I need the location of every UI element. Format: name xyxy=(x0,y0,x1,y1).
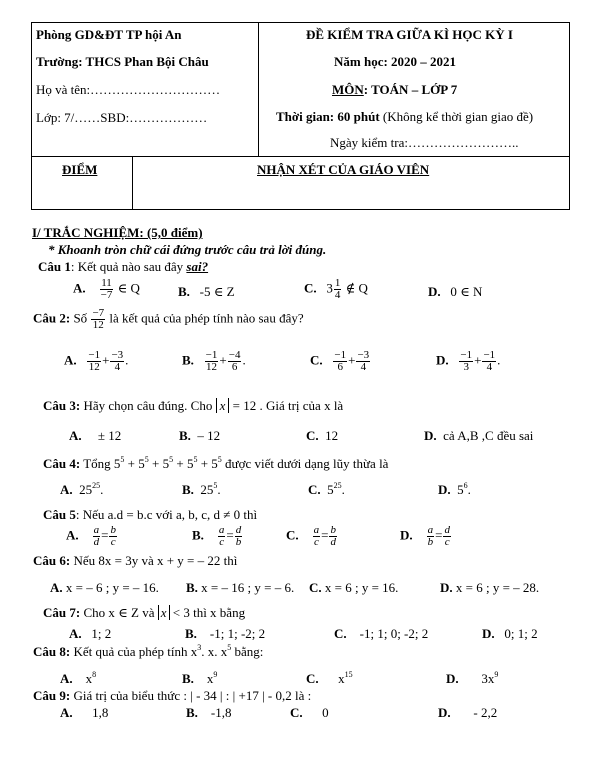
q5-a-eq: = xyxy=(101,527,109,543)
q5-a-frac1 xyxy=(93,525,101,548)
question-7-pre: Cho x ∈ Z và xyxy=(80,605,158,620)
question-8-label: Câu 8: xyxy=(33,644,71,659)
q1-c-label: C. xyxy=(304,280,317,296)
question-2-label: Câu 2: xyxy=(33,310,71,326)
q9-b-text: -1,8 xyxy=(210,705,232,720)
q5-a-d1: d xyxy=(93,536,100,548)
school-year: Năm học: 2020 – 2021 xyxy=(334,54,457,69)
q5-c-frac1 xyxy=(313,525,321,548)
q2-b-d1: 12 xyxy=(206,361,218,373)
q2-a-d1: 12 xyxy=(88,361,100,373)
question-9 xyxy=(33,688,311,704)
question-5-text: : Nếu a.d = b.c với a, b, c, d ≠ 0 thì xyxy=(75,507,258,522)
q8-a-exp: 8 xyxy=(92,670,97,679)
question-9-label: Câu 9: xyxy=(33,688,71,703)
q1-a-rest: ∈ Q xyxy=(114,280,140,296)
q4-exp5: 5 xyxy=(217,455,222,464)
subject-value: : TOÁN – LỚP 7 xyxy=(363,82,458,97)
q1-a-fraction xyxy=(100,278,114,301)
q7-option-a[interactable] xyxy=(69,626,111,642)
q2-option-c[interactable] xyxy=(310,350,371,373)
q8-c-base: x xyxy=(338,671,345,686)
q2-option-b[interactable] xyxy=(182,350,246,373)
question-2 xyxy=(33,308,304,331)
q2-d-end: . xyxy=(497,352,501,368)
q1-c-den: 4 xyxy=(334,289,341,301)
q6-b-label: B. xyxy=(186,580,198,595)
q4-option-b[interactable] xyxy=(182,482,221,498)
q5-b-n2: d xyxy=(235,524,242,536)
q6-b-text: x = – 16 ; y = – 6. xyxy=(197,580,295,595)
q2-c-label: C. xyxy=(310,352,323,368)
q8-c-label: C. xyxy=(306,671,319,686)
q5-c-eq: = xyxy=(321,527,329,543)
question-8 xyxy=(33,644,263,660)
q5-d-d1: b xyxy=(427,536,434,548)
q3-option-d[interactable] xyxy=(424,428,533,444)
q4-exp2: 5 xyxy=(144,455,149,464)
score-label: ĐIỂM xyxy=(62,162,98,177)
time-note: (Không kể thời gian giao đề) xyxy=(379,109,534,124)
q8-d-label: D. xyxy=(446,671,459,686)
q5-c-d2: d xyxy=(330,536,336,548)
subject-line xyxy=(332,82,457,98)
q6-option-c[interactable] xyxy=(309,580,398,596)
q2-d-frac1 xyxy=(459,350,473,373)
q1-a-label: A. xyxy=(73,280,86,296)
q9-option-d[interactable] xyxy=(438,705,497,721)
q5-c-n2: b xyxy=(330,524,336,536)
question-1 xyxy=(38,259,208,275)
student-name-field: Họ và tên:………………………… xyxy=(36,82,221,97)
q2-option-a[interactable] xyxy=(64,350,128,373)
q2-d-n2: −1 xyxy=(483,349,496,361)
question-9-text: Giá trị của biểu thức : | - 34 | : | +17 | - 0,2 là : xyxy=(70,688,312,703)
q2-c-d2: 4 xyxy=(360,361,367,373)
q7-c-text: -1; 1; 0; -2; 2 xyxy=(359,626,429,641)
class-field: Lớp: 7/……SBD:……………… xyxy=(36,110,208,125)
question-6-text: Nếu 8x = 3y và x + y = – 22 thì xyxy=(70,553,238,568)
q2-a-n2: −3 xyxy=(111,349,124,361)
q5-d-frac1 xyxy=(427,525,435,548)
q1-option-d[interactable] xyxy=(428,284,482,300)
q8-b-label: B. xyxy=(182,671,194,686)
q2-a-frac1 xyxy=(87,350,101,373)
q3-b-text: – 12 xyxy=(197,428,221,443)
q5-b-frac2 xyxy=(235,525,243,548)
q1-c-int: 3 xyxy=(326,280,333,296)
q1-a-den: −7 xyxy=(100,289,113,301)
q8-option-b[interactable] xyxy=(182,671,217,687)
q7-a-label: A. xyxy=(69,626,82,641)
q1-b-label: B. xyxy=(178,284,190,299)
q5-option-a[interactable] xyxy=(66,525,118,548)
question-5-label: Câu 5 xyxy=(43,507,76,522)
q5-a-n2: b xyxy=(110,524,116,536)
q7-option-b[interactable] xyxy=(185,626,265,642)
q9-d-label: D. xyxy=(438,705,451,720)
q1-option-c[interactable] xyxy=(304,278,368,301)
q4-c-exp: 25 xyxy=(333,481,342,490)
question-6-label: Câu 6: xyxy=(33,553,71,568)
question-2-fraction xyxy=(91,308,105,331)
question-8-mid: . x. x xyxy=(201,644,228,659)
q3-option-c[interactable] xyxy=(306,428,338,444)
question-3-abs: x xyxy=(216,398,230,413)
q9-a-text: 1,8 xyxy=(92,705,109,720)
q8-d-base: 3x xyxy=(481,671,495,686)
q2-a-end: . xyxy=(125,352,129,368)
question-1-emphasis: sai? xyxy=(186,259,209,274)
q8-option-a[interactable] xyxy=(60,671,96,687)
q8-d-exp: 9 xyxy=(494,670,499,679)
q4-plus3: + 5 xyxy=(173,456,194,471)
section-title: I/ TRẮC NGHIỆM: (5,0 điểm) xyxy=(32,225,203,240)
q5-b-eq: = xyxy=(226,527,234,543)
q2-a-label: A. xyxy=(64,352,77,368)
q8-option-d[interactable] xyxy=(446,671,498,687)
q5-c-n1: a xyxy=(313,524,320,536)
q2-num: −7 xyxy=(92,307,105,319)
q2-b-n1: −1 xyxy=(205,349,218,361)
question-7-abs: x xyxy=(158,605,170,620)
q1-c-fraction xyxy=(334,278,342,301)
q2-b-frac1 xyxy=(205,350,219,373)
q5-d-n1: a xyxy=(427,524,434,536)
question-4-pre: Tổng 5 xyxy=(80,456,121,471)
q2-b-label: B. xyxy=(182,352,194,368)
q5-d-frac2 xyxy=(443,525,451,548)
q8-c-exp: 15 xyxy=(344,670,353,679)
question-3-pre: Hãy chọn câu đúng. Cho xyxy=(80,398,216,413)
q5-d-n2: d xyxy=(444,524,450,536)
q4-plus1: + 5 xyxy=(124,456,145,471)
q9-b-label: B. xyxy=(186,705,198,720)
q2-b-frac2 xyxy=(228,350,242,373)
q5-d-d2: c xyxy=(444,536,450,548)
q4-b-exp: 5 xyxy=(213,481,218,490)
q5-b-d1: c xyxy=(219,536,225,548)
q4-exp3: 5 xyxy=(169,455,174,464)
test-date-field: Ngày kiểm tra:…………………….. xyxy=(330,135,519,150)
q2-a-op: + xyxy=(102,352,110,368)
q4-c-label: C. xyxy=(308,482,321,497)
q2-c-frac1 xyxy=(333,350,347,373)
q2-den: 12 xyxy=(92,319,104,331)
q9-a-label: A. xyxy=(60,705,73,720)
header-divider-horizontal xyxy=(32,156,569,157)
q2-option-d[interactable] xyxy=(436,350,500,373)
question-7-label: Câu 7: xyxy=(43,605,81,620)
q2-b-end: . xyxy=(242,352,246,368)
q3-d-label: D. xyxy=(424,428,437,443)
school-name: Trường: THCS Phan Bội Châu xyxy=(36,54,209,69)
q4-a-label: A. xyxy=(60,482,73,497)
q5-a-d2: c xyxy=(110,536,116,548)
q7-option-c[interactable] xyxy=(334,626,428,642)
q4-a-end: . xyxy=(100,482,104,497)
q7-a-text: 1; 2 xyxy=(91,626,112,641)
q6-c-text: x = 6 ; y = 16. xyxy=(321,580,399,595)
q5-b-frac1 xyxy=(218,525,226,548)
q4-plus2: + 5 xyxy=(148,456,170,471)
q2-d-frac2 xyxy=(482,350,496,373)
question-7-post: < 3 thì x bằng xyxy=(169,605,246,620)
q1-c-rest: ∉ Q xyxy=(342,280,368,296)
exam-title: ĐỀ KIỂM TRA GIỮA KÌ HỌC KỲ I xyxy=(306,27,513,42)
q5-a-frac2 xyxy=(109,525,117,548)
question-3 xyxy=(43,398,343,414)
q5-d-label: D. xyxy=(400,527,413,543)
question-8-post: bằng: xyxy=(231,644,264,659)
q8-exp2: 5 xyxy=(227,643,232,652)
q7-d-label: D. xyxy=(482,626,495,641)
q7-d-text: 0; 1; 2 xyxy=(504,626,538,641)
q7-b-label: B. xyxy=(185,626,197,641)
q2-d-n1: −1 xyxy=(460,349,473,361)
q4-b-base: 25 xyxy=(200,482,214,497)
time-line xyxy=(276,109,533,125)
q4-option-d[interactable] xyxy=(438,482,471,498)
q2-b-d2: 6 xyxy=(231,361,238,373)
score-divider xyxy=(132,156,133,209)
question-4 xyxy=(43,456,388,472)
question-3-label: Câu 3: xyxy=(43,398,81,413)
q6-option-d[interactable] xyxy=(440,580,539,596)
q9-c-text: 0 xyxy=(322,705,329,720)
header-divider-vertical xyxy=(258,23,259,156)
q4-a-exp: 25 xyxy=(92,481,101,490)
q5-option-d[interactable] xyxy=(400,525,452,548)
q2-a-n1: −1 xyxy=(88,349,101,361)
q6-option-b[interactable] xyxy=(186,580,294,596)
q8-exp1: 3 xyxy=(197,643,202,652)
q1-c-num: 1 xyxy=(334,277,341,289)
section-instruction: * Khoanh tròn chữ cái đứng trước câu trả lời đúng. xyxy=(48,242,327,257)
q5-d-eq: = xyxy=(435,527,443,543)
question-2-pre: Số xyxy=(70,310,91,326)
q2-d-label: D. xyxy=(436,352,449,368)
q5-b-label: B. xyxy=(192,527,204,543)
q4-c-end: . xyxy=(341,482,345,497)
q2-c-d1: 6 xyxy=(337,361,343,373)
q5-a-label: A. xyxy=(66,527,79,543)
q3-c-label: C. xyxy=(306,428,319,443)
question-5 xyxy=(43,507,257,523)
q2-c-n2: −3 xyxy=(357,349,370,361)
q1-d-label: D. xyxy=(428,284,441,299)
q9-option-c[interactable] xyxy=(290,705,329,721)
q6-a-text: x = – 6 ; y = – 16. xyxy=(62,580,159,595)
q5-c-d1: c xyxy=(313,536,319,548)
q4-d-base: 5 xyxy=(457,482,464,497)
subject-label: MÔN xyxy=(332,82,364,97)
q2-d-d2: 4 xyxy=(486,361,493,373)
q5-b-d2: b xyxy=(235,536,242,548)
q4-exp1: 5 xyxy=(120,455,125,464)
q2-a-d2: 4 xyxy=(114,361,121,373)
q8-b-base: x xyxy=(206,671,214,686)
q7-b-text: -1; 1; -2; 2 xyxy=(209,626,266,641)
q5-c-label: C. xyxy=(286,527,299,543)
question-7 xyxy=(43,605,245,621)
q6-option-a[interactable] xyxy=(50,580,159,596)
q6-a-label: A. xyxy=(50,580,63,595)
q8-option-c[interactable] xyxy=(306,671,353,687)
question-4-post: được viết dưới dạng lũy thừa là xyxy=(221,456,389,471)
question-1-text: : Kết quả nào sau đây xyxy=(70,259,187,274)
q3-a-text: ± 12 xyxy=(97,428,122,443)
question-8-pre: Kết quả của phép tính x xyxy=(70,644,198,659)
q9-option-a[interactable] xyxy=(60,705,108,721)
q7-c-label: C. xyxy=(334,626,347,641)
q4-option-c[interactable] xyxy=(308,482,345,498)
q3-option-b[interactable] xyxy=(179,428,220,444)
q2-a-frac2 xyxy=(110,350,124,373)
q3-c-text: 12 xyxy=(325,428,339,443)
q6-c-label: C. xyxy=(309,580,322,595)
q1-a-num: 11 xyxy=(101,277,112,289)
q4-option-a[interactable] xyxy=(60,482,103,498)
school-office: Phòng GD&ĐT TP hội An xyxy=(36,27,182,42)
q1-option-a[interactable] xyxy=(73,278,140,301)
q9-option-b[interactable] xyxy=(186,705,232,721)
q4-b-end: . xyxy=(217,482,221,497)
q4-exp4: 5 xyxy=(193,455,198,464)
q2-c-n1: −1 xyxy=(334,349,347,361)
q5-c-frac2 xyxy=(329,525,337,548)
q7-option-d[interactable] xyxy=(482,626,538,642)
q3-d-text: cả A,B ,C đều sai xyxy=(443,428,534,443)
time-duration: Thời gian: 60 phút xyxy=(276,109,380,124)
q9-c-label: C. xyxy=(290,705,303,720)
q6-d-label: D. xyxy=(440,580,453,595)
q2-d-d1: 3 xyxy=(463,361,469,373)
q2-c-op: + xyxy=(348,352,356,368)
q2-b-op: + xyxy=(219,352,227,368)
q3-a-label: A. xyxy=(69,428,82,443)
q4-plus4: + 5 xyxy=(197,456,218,471)
q5-option-b[interactable] xyxy=(192,525,243,548)
q1-b-text: -5 ∈ Z xyxy=(199,284,235,299)
q8-b-exp: 9 xyxy=(213,670,218,679)
q4-a-base: 25 xyxy=(79,482,93,497)
q4-c-base: 5 xyxy=(327,482,334,497)
q5-b-n1: a xyxy=(218,524,225,536)
q2-d-op: + xyxy=(474,352,482,368)
q4-b-label: B. xyxy=(182,482,194,497)
q4-d-end: . xyxy=(467,482,471,497)
q5-option-c[interactable] xyxy=(286,525,338,548)
q9-d-text: - 2,2 xyxy=(473,705,498,720)
q8-a-label: A. xyxy=(60,671,73,686)
q3-option-a[interactable] xyxy=(69,428,121,444)
q8-a-base: x xyxy=(85,671,93,686)
q2-c-frac2 xyxy=(356,350,370,373)
question-3-post: = 12 . Giá trị của x là xyxy=(229,398,344,413)
q5-a-n1: a xyxy=(93,524,100,536)
q6-d-text: x = 6 ; y = – 28. xyxy=(452,580,540,595)
q4-d-label: D. xyxy=(438,482,451,497)
question-2-post: là kết quả của phép tính nào sau đây? xyxy=(106,310,304,326)
question-6 xyxy=(33,553,237,569)
question-1-label: Câu 1 xyxy=(38,259,71,274)
q2-b-n2: −4 xyxy=(228,349,241,361)
q3-b-label: B. xyxy=(179,428,191,443)
q4-d-exp: 6 xyxy=(463,481,468,490)
question-4-label: Câu 4: xyxy=(43,456,81,471)
q1-option-b[interactable] xyxy=(178,284,235,300)
teacher-comment-label: NHẬN XÉT CỦA GIÁO VIÊN xyxy=(257,162,430,177)
q1-d-text: 0 ∈ N xyxy=(450,284,483,299)
